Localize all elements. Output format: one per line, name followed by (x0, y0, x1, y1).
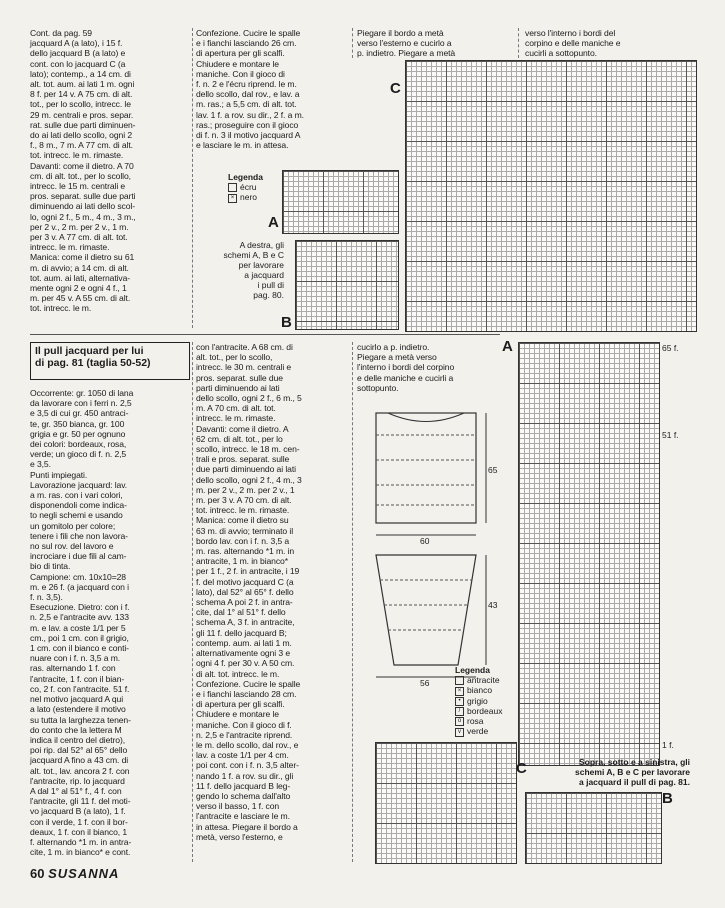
section-divider (30, 334, 500, 335)
row-mark: 51 f. (662, 430, 679, 440)
legend-item: bordeaux (467, 705, 503, 716)
legend-item: rosa (467, 716, 484, 726)
legend-top (228, 172, 263, 203)
chart-c-bottom (375, 742, 517, 864)
chart-c-top (405, 60, 697, 332)
bianco-swatch: × (455, 687, 464, 696)
text-column-2-top: Confezione. Cucire le spalle e i fianchi lasciando 26 cm. di apertura per gli scalfi. Chiudere e montare le maniche. Con il gioco di f. n. 2 e l'écru riprend. le m. dello scollo, dal rov., e lav. a m. ras.; a 5,5 cm. di alt. tot. lav. 1 f. a rov. su dir., 2 f. a m. ras.; proseguire con il gioco di f. n. 3 il motivo jacquard A e lasciare le m. in attesa. (196, 28, 304, 151)
sweater-sketch (368, 405, 503, 685)
text-column-3-bottom: cucirlo a p. indietro. Piegare a metà verso l'interno i bordi del corpino e delle maniche e cucirli a sottopunto. (357, 342, 455, 393)
column-rule (192, 28, 193, 328)
article-title: Il pull jacquard per lui di pag. 81 (taglia 50-52) (35, 345, 151, 369)
chart-label-c-bottom: C (516, 760, 527, 777)
dim-sleeve-width: 56 (420, 678, 430, 688)
dim-front-height: 65 (488, 465, 498, 475)
bordeaux-swatch: / (455, 707, 464, 716)
column-rule (352, 342, 353, 862)
row-mark: 65 f. (662, 343, 679, 353)
column-rule (518, 28, 519, 58)
legend-item: bianco (467, 685, 493, 696)
legend-item: verde (467, 726, 489, 737)
text-column-2-bottom: con l'antracite. A 68 cm. di alt. tot., per lo scollo, intrecc. le 30 m. centrali e pros. separat. sulle due parti diminuendo ai lati dello scollo, ogni 2 f., 6 m., 5 m. A 70 cm. di alt. tot. intrecc. le m. rimaste. Davanti: come il dietro. A 62 cm. di alt. tot., per lo scollo, intrecc. le 18 m. cen- trali e pros. separat. sulle due parti diminuendo ai lati dello scollo, ogni 2 f., 4 m., 3 m. per 2 v., 2 m. per 2 v., 1 m. per 3 v. A 70 cm. di alt. tot. intrecc. le m. rimaste. Manica: come il dietro su 63 m. di avvio; terminato il bordo lav. con i f. n. 3,5 a m. ras. alternando *1 m. in antracite, 1 m. in bianco* per 1 f., 2 f. in antracite, i 19 f. del motivo jacquard C (a lato), dal 52° al 65° f. dello schema A poi 2 f. in antra- cite, dal 1° al 51° f. dello schema A, 3 f. in antracite, gli 11 f. dello jacquard B; contemp. aum. ai lati 1 m. alternativamente ogni 3 e ogni 4 f. per 30 v. A 50 cm. di alt. tot. intrecc. le m. Confezione. Cucire le spalle e i fianchi lasciando 28 cm. di apertura per gli scalfi. Chiudere e montare le maniche. Con il gioco di f. n. 2,5 e l'antracite riprend. le m. dello scollo, dal rov., e lav. a coste 1/1 per 4 cm. poi cont. con i f. n. 3,5 alter- nando 1 f. a rov. su dir., gli 11 f. dello jacquard B leg- gendo lo schema dall'alto verso il basso, 1 f. con l'antracite e lasciare le m. in attesa. Piegare il bordo a metà, verso l'esterno, e (196, 342, 302, 842)
verde-swatch: v (455, 728, 464, 737)
antracite-swatch (455, 676, 464, 685)
legend-title: Legenda (228, 172, 263, 182)
dim-sleeve-height: 43 (488, 600, 498, 610)
nero-swatch: × (228, 194, 237, 203)
row-mark: 1 f. (662, 740, 674, 750)
article-title-box (30, 342, 190, 380)
rosa-swatch: o (455, 717, 464, 726)
legend-item: nero (240, 192, 258, 203)
text-column-3-top: Piegare il bordo a metà verso l'esterno e cucirlo a p. indietro. Piegare a metà (357, 28, 456, 59)
note-bottom: Sopra, sotto e a sinistra, gli schemi A, B e C per lavorare a jacquard il pull di pag. 81. (575, 757, 690, 787)
magazine-name: SUSANNA (48, 866, 120, 881)
text-column-1-top: Cont. da pag. 59 jacquard A (a lato), i 15 f. dello jacquard B (a lato) e cont. con lo jacquard C (a lato); contemp., a 14 cm. di alt. tot. aum. ai lati 1 m. ogni 8 f. per 14 v. A 75 cm. di alt. tot., per lo scollo, intrecc. le 29 m. centrali e pros. separ. rat. sulle due parti diminuen- do ai lati dello scollo, ogni 2 f., 8 m., 7 m. A 77 cm. di alt. tot. intrecc. le m. rimaste. Davanti: come il dietro. A 70 cm. di alt. tot., per lo scollo, intrecc. le 15 m. centrali e pros. separat. sulle due parti diminuendo ai lati dello scol- lo, ogni 2 f., 5 m., 4 m., 3 m., per 2 v., 2 m. per 2 v., 1 m. per 3 v. A 77 cm. di alt. tot. intrecc. le m. rimaste. Manica: come il dietro su 61 m. di avvio; a 14 cm. di alt. tot. aum. ai lati, alternativa- mente ogni 2 e ogni 4 f., 1 m. per 45 v. A 55 cm. di alt. tot. intrecc. le m. (30, 28, 136, 314)
chart-label-a-bottom: A (502, 338, 513, 355)
chart-b-bottom (525, 792, 662, 864)
legend-title: Legenda (455, 665, 490, 675)
legend-item: antracite (467, 675, 500, 685)
dim-front-width: 60 (420, 536, 430, 546)
chart-label-b: B (281, 314, 292, 331)
legend-bottom (455, 665, 502, 737)
page-number: 60 (30, 866, 45, 881)
chart-a-bottom (518, 342, 660, 766)
ecru-swatch (228, 183, 237, 192)
page-footer (30, 866, 119, 881)
note-top: A destra, gli schemi A, B e C per lavorare a jacquard i pull di pag. 80. (223, 240, 284, 300)
chart-label-b-bottom: B (662, 790, 673, 807)
legend-item: grigio (467, 695, 488, 706)
column-rule (192, 342, 193, 862)
text-column-4-top: verso l'interno i bordi del corpino e delle maniche e cucirli a sottopunto. (525, 28, 621, 59)
chart-label-c: C (390, 80, 401, 97)
text-column-1-bottom: Occorrente: gr. 1050 di lana da lavorare con i ferri n. 2,5 e 3,5 di cui gr. 450 antraci- te, gr. 350 bianca, gr. 100 grigia e gr. 50 per ognuno dei colori: bordeaux, rosa, verde; un gioco di f. n. 2,5 e 3,5. Punti impiegati. Lavorazione jacquard: lav. a m. ras. con i vari colori, disponendoli come indica- to negli schemi e usando un gomitolo per colore; tenere i fili che non lavora- no sul rov. del lavoro e incrociare i due fili al cam- bio di tinta. Campione: cm. 10x10=28 m. e 26 f. (a jacquard con i f. n. 3,5). Esecuzione. Dietro: con i f. n. 2,5 e l'antracite avv. 133 m. e lav. a coste 1/1 per 5 cm., poi 1 cm. con il grigio, 1 cm. con il bianco e conti- nuare con i f. n. 3,5 a m. ras. alternando 1 f. con l'antracite, 1 f. con il bian- co, 2 f. con l'antracite. 51 f. nel motivo jacquard A qui a lato (estendere il motivo su tutta la larghezza tenen- do conto che la lettera M indica il centro del dietro), poi rip. dal 52° al 65° dello jacquard A fino a 43 cm. di alt. tot., lav. ancora 2 f. con l'antracite, rip. lo jacquard A dal 1° al 51° f., 4 f. con l'antracite, gli 11 f. del moti- vo jacquard B (a lato), 1 f. con il verde, 1 f. con il bor- deaux, 1 f. con il bianco, 1 f. alternando *1 m. in antra- cite, 1 m. in bianco* e cont. (30, 388, 134, 858)
chart-label-a: A (268, 214, 279, 231)
column-rule (352, 28, 353, 58)
legend-item: écru (240, 182, 257, 192)
chart-b-top (295, 240, 399, 330)
grigio-swatch: • (455, 697, 464, 706)
chart-a-top (282, 170, 399, 234)
